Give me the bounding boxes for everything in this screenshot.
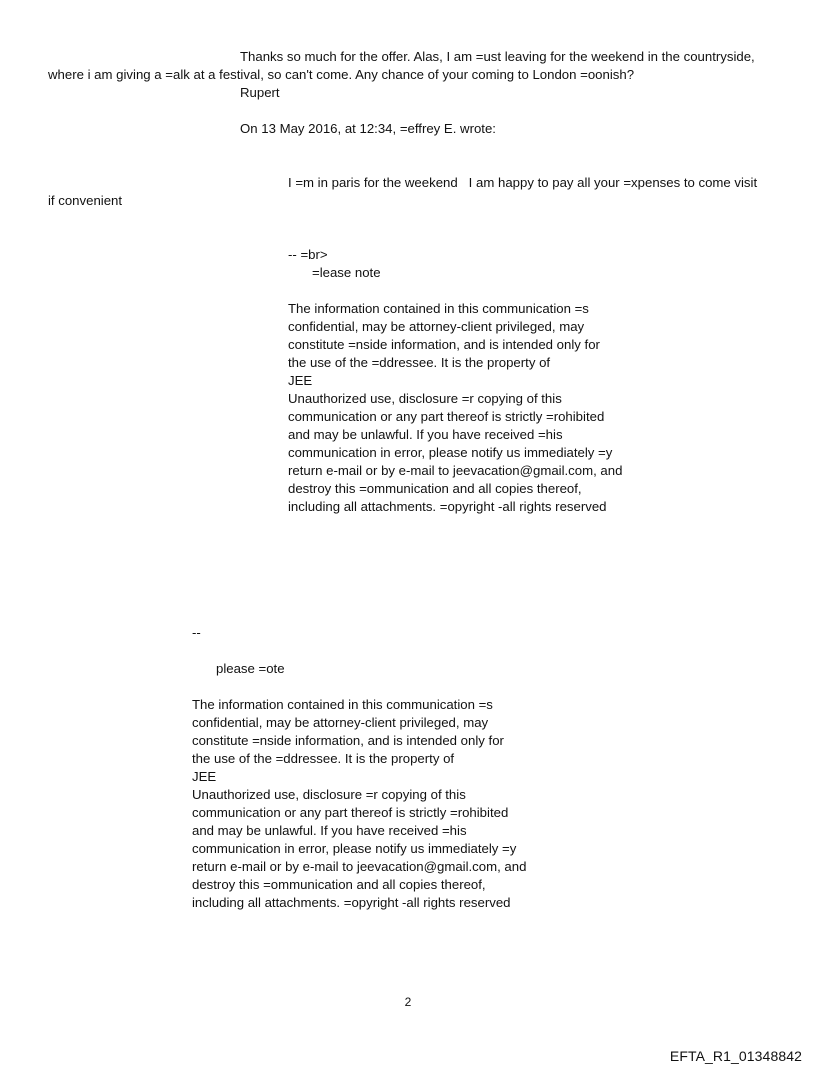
footer-disclaimer-line: communication or any part thereof is strictly =rohibited bbox=[192, 805, 509, 820]
quoted-disclaimer-line: JEE bbox=[288, 373, 313, 388]
quoted-disclaimer-line: The information contained in this communication =s bbox=[288, 301, 589, 316]
reply-signature: Rupert bbox=[240, 85, 280, 100]
quoted-line-1: I =m in paris for the weekend I am happy to pay all your =xpenses to come visit bbox=[288, 175, 758, 190]
page-number: 2 bbox=[404, 995, 412, 1009]
quoted-disclaimer-line: confidential, may be attorney-client privileged, may bbox=[288, 319, 585, 334]
footer-note-label: please =ote bbox=[216, 661, 285, 676]
quoted-note-label: =lease note bbox=[312, 265, 381, 280]
footer-disclaimer-line: confidential, may be attorney-client privileged, may bbox=[192, 715, 489, 730]
quoted-signature-separator: -- =br> bbox=[288, 247, 328, 262]
reply-attribution: On 13 May 2016, at 12:34, =effrey E. wrote: bbox=[240, 121, 496, 136]
reply-line-2: where i am giving a =alk at a festival, so can't come. Any chance of your coming to London =oonish? bbox=[48, 67, 635, 82]
footer-disclaimer-line: destroy this =ommunication and all copies thereof, bbox=[192, 877, 486, 892]
footer-disclaimer-line: constitute =nside information, and is intended only for bbox=[192, 733, 504, 748]
footer-disclaimer-line: the use of the =ddressee. It is the property of bbox=[192, 751, 455, 766]
quoted-disclaimer-line: return e-mail or by e-mail to jeevacation@gmail.com, and bbox=[288, 463, 623, 478]
footer-disclaimer-line: The information contained in this communication =s bbox=[192, 697, 493, 712]
footer-disclaimer-line: communication in error, please notify us immediately =y bbox=[192, 841, 517, 856]
footer-disclaimer-line: JEE bbox=[192, 769, 217, 784]
quoted-disclaimer-line: including all attachments. =opyright -all rights reserved bbox=[288, 499, 607, 514]
reply-line-1: Thanks so much for the offer. Alas, I am =ust leaving for the weekend in the countryside, bbox=[240, 49, 755, 64]
footer-disclaimer-line: including all attachments. =opyright -all rights reserved bbox=[192, 895, 511, 910]
quoted-disclaimer-line: communication in error, please notify us immediately =y bbox=[288, 445, 613, 460]
bates-number: EFTA_R1_01348842 bbox=[669, 1048, 802, 1064]
footer-disclaimer-line: return e-mail or by e-mail to jeevacation@gmail.com, and bbox=[192, 859, 527, 874]
quoted-disclaimer-line: communication or any part thereof is strictly =rohibited bbox=[288, 409, 605, 424]
quoted-disclaimer-line: and may be unlawful. If you have received =his bbox=[288, 427, 563, 442]
footer-disclaimer-line: and may be unlawful. If you have received =his bbox=[192, 823, 467, 838]
quoted-disclaimer-line: Unauthorized use, disclosure =r copying of this bbox=[288, 391, 562, 406]
footer-disclaimer-line: Unauthorized use, disclosure =r copying of this bbox=[192, 787, 466, 802]
quoted-line-2: if convenient bbox=[48, 193, 123, 208]
quoted-disclaimer-line: the use of the =ddressee. It is the property of bbox=[288, 355, 551, 370]
footer-signature-separator: -- bbox=[192, 625, 201, 640]
quoted-disclaimer-line: constitute =nside information, and is intended only for bbox=[288, 337, 600, 352]
quoted-disclaimer-line: destroy this =ommunication and all copies thereof, bbox=[288, 481, 582, 496]
